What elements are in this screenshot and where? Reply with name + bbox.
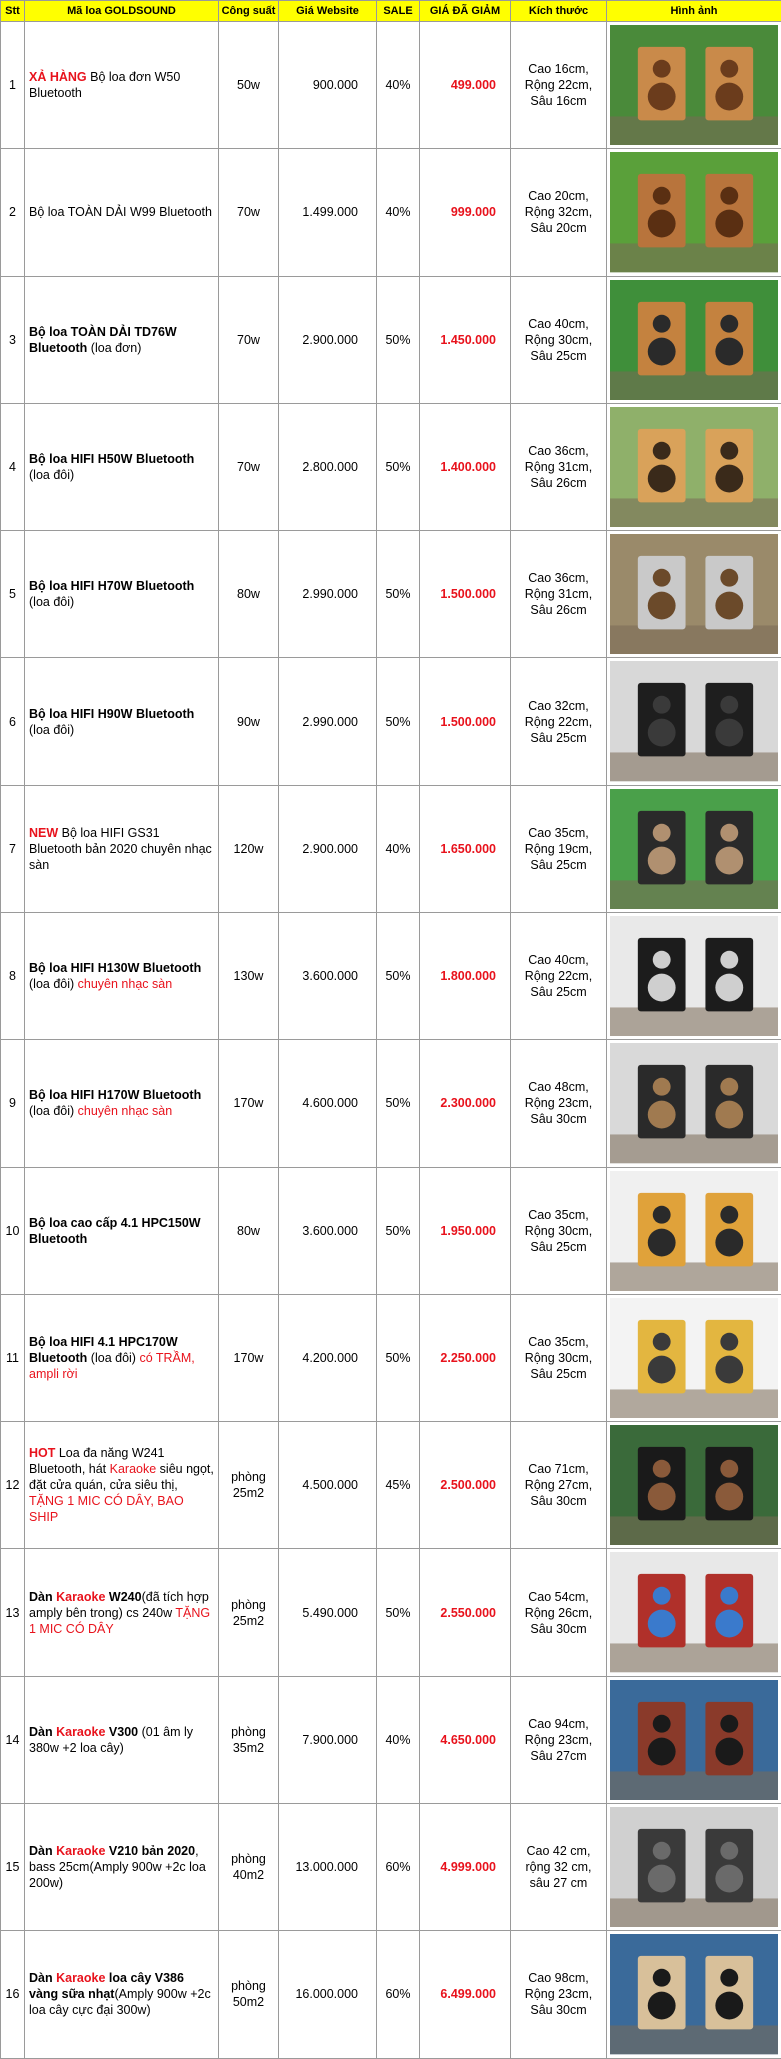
dimension-line: Rộng 23cm, [511, 1986, 606, 2002]
discounted-price: 4.650.000 [420, 1676, 511, 1803]
table-row [1, 531, 781, 658]
product-name-segment: chuyên nhạc sàn [78, 1104, 173, 1118]
table-row [1, 1167, 781, 1294]
product-name-segment: (loa đôi) [29, 977, 78, 991]
product-image-cell [607, 658, 781, 785]
sale-percent: 50% [377, 531, 420, 658]
dimension-line: Sâu 30cm [511, 1111, 606, 1127]
power-rating: 70w [219, 276, 279, 403]
dimensions [511, 276, 607, 403]
product-image-cell [607, 1803, 781, 1930]
dimension-line: Rộng 31cm, [511, 586, 606, 602]
website-price: 2.800.000 [279, 403, 377, 530]
product-name [25, 1931, 219, 2058]
dimension-line: Rộng 19cm, [511, 841, 606, 857]
table-row [1, 1422, 781, 1549]
dimension-line: Cao 42 cm, [511, 1843, 606, 1859]
discounted-price: 2.250.000 [420, 1294, 511, 1421]
sale-percent: 50% [377, 1549, 420, 1676]
product-name-segment: Dàn [29, 1590, 56, 1604]
dimensions [511, 1167, 607, 1294]
table-row [1, 785, 781, 912]
power-rating: 70w [219, 403, 279, 530]
power-rating: 120w [219, 785, 279, 912]
row-number: 12 [1, 1422, 25, 1549]
row-number: 4 [1, 403, 25, 530]
dimension-line: Cao 16cm, [511, 61, 606, 77]
dimension-line: Cao 35cm, [511, 1207, 606, 1223]
product-name-segment: Karaoke [56, 1844, 105, 1858]
row-number: 3 [1, 276, 25, 403]
dimension-line: Sâu 25cm [511, 1239, 606, 1255]
product-name-segment: V300 [105, 1725, 138, 1739]
power-rating: phòng 50m2 [219, 1931, 279, 2058]
power-rating: 70w [219, 149, 279, 276]
dimension-line: Sâu 16cm [511, 93, 606, 109]
dimensions [511, 403, 607, 530]
product-name-segment: (loa đôi) [29, 723, 74, 737]
dimension-line: Rộng 30cm, [511, 332, 606, 348]
dimension-line: Cao 32cm, [511, 698, 606, 714]
discounted-price: 1.500.000 [420, 531, 511, 658]
discounted-price: 1.650.000 [420, 785, 511, 912]
dimensions [511, 785, 607, 912]
website-price: 13.000.000 [279, 1803, 377, 1930]
table-row [1, 1676, 781, 1803]
speaker-w241-photo-icon [610, 1425, 778, 1545]
speaker-v386-photo-icon [610, 1934, 778, 2054]
dimensions [511, 1422, 607, 1549]
dimension-line: Cao 48cm, [511, 1079, 606, 1095]
product-name [25, 403, 219, 530]
dimension-line: Rộng 26cm, [511, 1605, 606, 1621]
discounted-price: 2.500.000 [420, 1422, 511, 1549]
row-number: 8 [1, 912, 25, 1039]
row-number: 5 [1, 531, 25, 658]
dimension-line: Rộng 22cm, [511, 77, 606, 93]
website-price: 2.900.000 [279, 785, 377, 912]
product-image-cell [607, 1040, 781, 1167]
product-image-cell [607, 531, 781, 658]
dimensions [511, 1040, 607, 1167]
website-price: 5.490.000 [279, 1549, 377, 1676]
speaker-td76w-photo-icon [610, 280, 778, 400]
dimension-line: sâu 27 cm [511, 1875, 606, 1891]
row-number: 7 [1, 785, 25, 912]
product-name-segment: Karaoke [110, 1462, 157, 1476]
product-image-cell [607, 785, 781, 912]
product-name [25, 276, 219, 403]
power-rating: phòng 35m2 [219, 1676, 279, 1803]
row-number: 9 [1, 1040, 25, 1167]
dimension-line: Sâu 20cm [511, 220, 606, 236]
table-row [1, 1294, 781, 1421]
product-name-segment: Dàn [29, 1844, 56, 1858]
speaker-v210-photo-icon [610, 1807, 778, 1927]
product-name-segment: Bộ loa TOÀN DẢI TD76W Bluetooth [29, 325, 177, 355]
product-name-segment: Bộ loa đơn W50 Bluetooth [29, 70, 180, 100]
sale-percent: 50% [377, 658, 420, 785]
product-name-segment: có TRẦM, ampli rời [29, 1351, 195, 1381]
speaker-h130w-photo-icon [610, 916, 778, 1036]
dimensions [511, 1676, 607, 1803]
table-row [1, 22, 781, 149]
speaker-v300-photo-icon [610, 1680, 778, 1800]
product-name-segment: chuyên nhạc sàn [78, 977, 173, 991]
dimensions [511, 1803, 607, 1930]
website-price: 3.600.000 [279, 1167, 377, 1294]
product-name-segment: NEW [29, 826, 62, 840]
discounted-price: 499.000 [420, 22, 511, 149]
product-name-segment: (loa đôi) [87, 1351, 139, 1365]
product-name-segment: Bộ loa HIFI H50W Bluetooth [29, 452, 194, 466]
product-name-segment: (loa đôi) [29, 1104, 78, 1118]
product-name-segment: Karaoke [56, 1971, 105, 1985]
website-price: 900.000 [279, 22, 377, 149]
table-row [1, 149, 781, 276]
website-price: 2.990.000 [279, 658, 377, 785]
product-name-segment: (loa đơn) [87, 341, 141, 355]
row-number: 1 [1, 22, 25, 149]
dimensions [511, 1549, 607, 1676]
table-row [1, 276, 781, 403]
dimension-line: Sâu 25cm [511, 984, 606, 1000]
product-name-segment: (Amply 900w +2c loa cây cực đại 300w) [29, 1987, 211, 2017]
row-number: 11 [1, 1294, 25, 1421]
dimension-line: Cao 36cm, [511, 570, 606, 586]
table-header-row [1, 1, 781, 22]
product-image-cell [607, 1167, 781, 1294]
website-price: 4.500.000 [279, 1422, 377, 1549]
product-image-cell [607, 22, 781, 149]
table-row [1, 1040, 781, 1167]
power-rating: phòng 25m2 [219, 1549, 279, 1676]
product-name-segment: Bộ loa HIFI H70W Bluetooth [29, 579, 194, 593]
header-power: Công suất [219, 1, 279, 22]
website-price: 4.200.000 [279, 1294, 377, 1421]
dimension-line: Rộng 22cm, [511, 968, 606, 984]
table-row [1, 403, 781, 530]
product-name-segment: Bộ loa HIFI H90W Bluetooth [29, 707, 194, 721]
dimension-line: Rộng 23cm, [511, 1732, 606, 1748]
dimension-line: Sâu 25cm [511, 1366, 606, 1382]
website-price: 7.900.000 [279, 1676, 377, 1803]
table-row [1, 658, 781, 785]
sale-percent: 40% [377, 149, 420, 276]
product-name-segment: Loa đa năng W241 Bluetooth, hát [29, 1446, 165, 1476]
discounted-price: 1.800.000 [420, 912, 511, 1039]
sale-percent: 50% [377, 912, 420, 1039]
power-rating: 170w [219, 1040, 279, 1167]
dimension-line: Sâu 30cm [511, 1621, 606, 1637]
product-name-segment: Bộ loa HIFI H130W Bluetooth [29, 961, 201, 975]
product-image-cell [607, 1422, 781, 1549]
dimension-line: Cao 35cm, [511, 1334, 606, 1350]
product-name-segment: Bộ loa HIFI 4.1 HPC170W Bluetooth [29, 1335, 178, 1365]
sale-percent: 50% [377, 1040, 420, 1167]
website-price: 4.600.000 [279, 1040, 377, 1167]
dimension-line: Cao 98cm, [511, 1970, 606, 1986]
row-number: 15 [1, 1803, 25, 1930]
row-number: 14 [1, 1676, 25, 1803]
dimensions [511, 912, 607, 1039]
dimension-line: Cao 36cm, [511, 443, 606, 459]
discounted-price: 6.499.000 [420, 1931, 511, 2058]
product-name [25, 785, 219, 912]
dimension-line: Rộng 32cm, [511, 204, 606, 220]
table-row [1, 1549, 781, 1676]
product-name-segment: Dàn [29, 1971, 56, 1985]
product-name [25, 1676, 219, 1803]
dimension-line: Cao 20cm, [511, 188, 606, 204]
header-model: Mã loa GOLDSOUND [25, 1, 219, 22]
dimension-line: Sâu 26cm [511, 602, 606, 618]
product-name-segment: TẶNG 1 MIC CÓ DÂY [29, 1606, 210, 1636]
product-name-segment: siêu ngọt, đặt cửa quán, cửa siêu thị, [29, 1462, 214, 1492]
sale-percent: 40% [377, 785, 420, 912]
sale-percent: 50% [377, 1167, 420, 1294]
product-name-segment: , bass 25cm(Amply 900w +2c loa 200w) [29, 1844, 206, 1890]
product-name [25, 912, 219, 1039]
product-name-segment: XẢ HÀNG [29, 70, 90, 84]
sale-percent: 50% [377, 276, 420, 403]
product-image-cell [607, 1549, 781, 1676]
product-name [25, 1422, 219, 1549]
header-price: Giá Website [279, 1, 377, 22]
product-name-segment: Dàn [29, 1725, 56, 1739]
header-discounted: GIÁ ĐÃ GIẢM [420, 1, 511, 22]
row-number: 13 [1, 1549, 25, 1676]
dimensions [511, 149, 607, 276]
dimensions [511, 1931, 607, 2058]
sale-percent: 40% [377, 22, 420, 149]
product-name [25, 658, 219, 785]
header-image: Hình ảnh [607, 1, 781, 22]
product-name-segment: W240 [105, 1590, 141, 1604]
sale-percent: 60% [377, 1931, 420, 2058]
dimensions [511, 658, 607, 785]
dimensions [511, 531, 607, 658]
product-name-segment: Bộ loa TOÀN DẢI W99 Bluetooth [29, 205, 212, 219]
speaker-h170w-photo-icon [610, 1043, 778, 1163]
website-price: 1.499.000 [279, 149, 377, 276]
website-price: 2.990.000 [279, 531, 377, 658]
discounted-price: 2.550.000 [420, 1549, 511, 1676]
product-image-cell [607, 276, 781, 403]
speaker-w240-photo-icon [610, 1552, 778, 1672]
product-name-segment: loa cây V386 vàng sữa nhạt [29, 1971, 184, 2001]
dimension-line: Cao 54cm, [511, 1589, 606, 1605]
dimension-line: Cao 94cm, [511, 1716, 606, 1732]
product-name [25, 1040, 219, 1167]
power-rating: 130w [219, 912, 279, 1039]
dimension-line: Sâu 25cm [511, 857, 606, 873]
table-row [1, 1931, 781, 2058]
power-rating: 50w [219, 22, 279, 149]
website-price: 3.600.000 [279, 912, 377, 1039]
discounted-price: 1.450.000 [420, 276, 511, 403]
product-image-cell [607, 403, 781, 530]
product-name-segment: Bộ loa HIFI H170W Bluetooth [29, 1088, 201, 1102]
product-name [25, 1167, 219, 1294]
product-name-segment: Karaoke [56, 1590, 105, 1604]
header-stt: Stt [1, 1, 25, 22]
dimension-line: Sâu 27cm [511, 1748, 606, 1764]
product-name-segment: V210 bản 2020 [105, 1844, 195, 1858]
discounted-price: 1.500.000 [420, 658, 511, 785]
sale-percent: 45% [377, 1422, 420, 1549]
speaker-hpc170w-photo-icon [610, 1298, 778, 1418]
website-price: 16.000.000 [279, 1931, 377, 2058]
dimension-line: Sâu 30cm [511, 2002, 606, 2018]
power-rating: 170w [219, 1294, 279, 1421]
dimension-line: rộng 32 cm, [511, 1859, 606, 1875]
product-name [25, 1294, 219, 1421]
row-number: 2 [1, 149, 25, 276]
dimension-line: Rộng 30cm, [511, 1350, 606, 1366]
dimension-line: Sâu 25cm [511, 730, 606, 746]
sale-percent: 40% [377, 1676, 420, 1803]
speaker-w99-photo-icon [610, 152, 778, 272]
product-name-segment: Bộ loa HIFI GS31 Bluetooth bản 2020 chuyên nhạc sàn [29, 826, 212, 872]
website-price: 2.900.000 [279, 276, 377, 403]
product-image-cell [607, 1676, 781, 1803]
product-name-segment: TẶNG 1 MIC CÓ DÂY, BAO SHIP [29, 1494, 184, 1524]
product-name [25, 531, 219, 658]
row-number: 6 [1, 658, 25, 785]
dimension-line: Rộng 22cm, [511, 714, 606, 730]
power-rating: phòng 40m2 [219, 1803, 279, 1930]
product-name-segment: Karaoke [56, 1725, 105, 1739]
speaker-gs31-photo-icon [610, 789, 778, 909]
product-image-cell [607, 149, 781, 276]
sale-percent: 50% [377, 403, 420, 530]
discounted-price: 1.950.000 [420, 1167, 511, 1294]
discounted-price: 999.000 [420, 149, 511, 276]
speaker-h70w-photo-icon [610, 534, 778, 654]
power-rating: 80w [219, 531, 279, 658]
power-rating: phòng 25m2 [219, 1422, 279, 1549]
product-name-segment: (01 âm ly 380w +2 loa cây) [29, 1725, 193, 1755]
discounted-price: 2.300.000 [420, 1040, 511, 1167]
dimension-line: Cao 40cm, [511, 316, 606, 332]
dimensions [511, 22, 607, 149]
product-name-segment: (loa đôi) [29, 595, 74, 609]
dimension-line: Cao 71cm, [511, 1461, 606, 1477]
dimension-line: Sâu 26cm [511, 475, 606, 491]
product-image-cell [607, 912, 781, 1039]
header-sale: SALE [377, 1, 420, 22]
product-name-segment: (loa đôi) [29, 468, 74, 482]
sale-percent: 60% [377, 1803, 420, 1930]
product-name [25, 149, 219, 276]
speaker-hpc150w-photo-icon [610, 1171, 778, 1291]
discounted-price: 4.999.000 [420, 1803, 511, 1930]
dimension-line: Rộng 27cm, [511, 1477, 606, 1493]
table-row [1, 912, 781, 1039]
speaker-w50-photo-icon [610, 25, 778, 145]
product-image-cell [607, 1931, 781, 2058]
dimensions [511, 1294, 607, 1421]
dimension-line: Rộng 30cm, [511, 1223, 606, 1239]
dimension-line: Rộng 23cm, [511, 1095, 606, 1111]
dimension-line: Rộng 31cm, [511, 459, 606, 475]
product-name-segment: Bộ loa cao cấp 4.1 HPC150W Bluetooth [29, 1216, 201, 1246]
product-name-segment: HOT [29, 1446, 59, 1460]
speaker-h90w-photo-icon [610, 661, 778, 781]
row-number: 16 [1, 1931, 25, 2058]
product-image-cell [607, 1294, 781, 1421]
product-name-segment: (đã tích hợp amply bên trong) cs 240w [29, 1590, 209, 1620]
product-name [25, 1549, 219, 1676]
dimension-line: Cao 40cm, [511, 952, 606, 968]
speaker-h50w-photo-icon [610, 407, 778, 527]
product-name [25, 22, 219, 149]
power-rating: 80w [219, 1167, 279, 1294]
dimension-line: Sâu 25cm [511, 348, 606, 364]
product-name [25, 1803, 219, 1930]
power-rating: 90w [219, 658, 279, 785]
row-number: 10 [1, 1167, 25, 1294]
sale-percent: 50% [377, 1294, 420, 1421]
dimension-line: Sâu 30cm [511, 1493, 606, 1509]
table-row [1, 1803, 781, 1930]
discounted-price: 1.400.000 [420, 403, 511, 530]
header-size: Kích thước [511, 1, 607, 22]
dimension-line: Cao 35cm, [511, 825, 606, 841]
